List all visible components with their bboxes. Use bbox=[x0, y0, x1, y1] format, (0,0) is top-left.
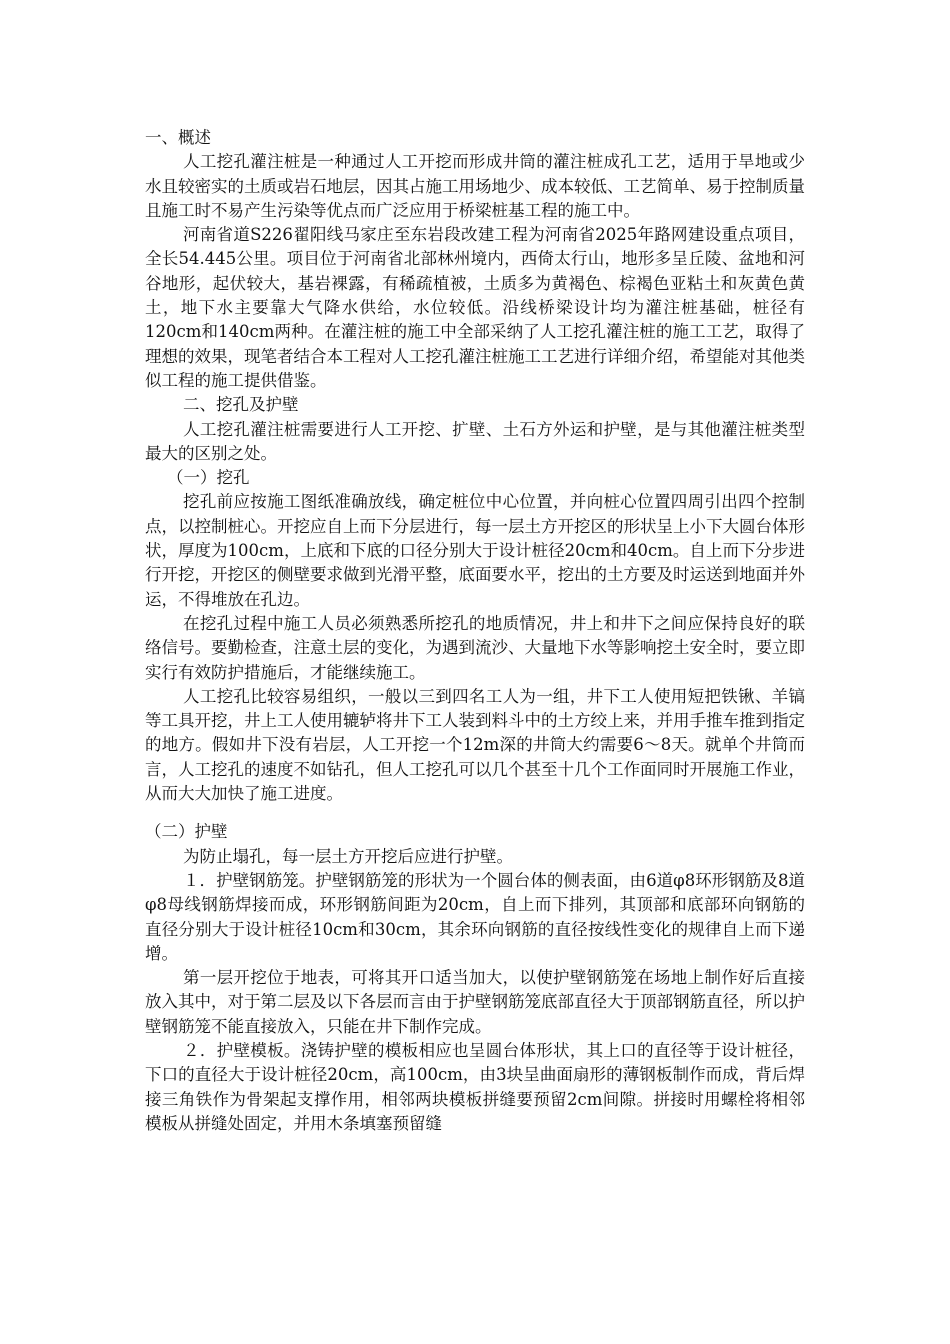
document-body bbox=[145, 126, 805, 1136]
paragraph: １．护壁钢筋笼。护壁钢筋笼的形状为一个圆台体的侧表面，由6道φ8环形钢筋及8道φ8母线钢筋焊接而成，环形钢筋间距为20cm，自上而下排列，其顶部和底部环向钢筋的直径分别大于设计桩径10cm和30cm，其余环向钢筋的直径按线性变化的规律自上而下递增。 bbox=[145, 870, 805, 963]
section-heading: 二、挖孔及护壁 bbox=[183, 395, 299, 415]
paragraph: 在挖孔过程中施工人员必须熟悉所挖孔的地质情况，井上和井下之间应保持良好的联络信号。要勤检查，注意土层的变化，为遇到流沙、大量地下水等影响挖土安全时，要立即实行有效防护措施后，才能继续施工。 bbox=[145, 613, 805, 682]
section-heading: 一、概述 bbox=[145, 128, 211, 147]
paragraph-gap bbox=[145, 806, 805, 820]
paragraph: 人工挖孔灌注桩是一种通过人工开挖而形成井筒的灌注桩成孔工艺，适用于旱地或少水且较密实的土质或岩石地层，因其占施工用场地少、成本较低、工艺简单、易于控制质量且施工时不易产生污染等优点而广泛应用于桥梁桩基工程的施工中。 bbox=[145, 152, 805, 220]
subsection-heading: （二）护壁 bbox=[145, 822, 228, 842]
subsection-heading: （一）挖孔 bbox=[167, 468, 250, 488]
paragraph: 河南省道S226翟阳线马家庄至东岩段改建工程为河南省2025年路网建设重点项目，全长54.445公里。项目位于河南省北部林州境内，西倚太行山，地形多呈丘陵、盆地和河谷地形，起伏较大，基岩裸露，有稀疏植被，土质多为黄褐色、棕褐色亚粘土和灰黄色黄土，地下水主要靠大气降水供给，水位较低。沿线桥梁设计均为灌注桩基础，桩径有120cm和140cm两种。在灌注桩的施工中全部采纳了人工挖孔灌注桩的施工工艺，取得了理想的效果，现笔者结合本工程对人工挖孔灌注桩施工工艺进行详细介绍，希望能对其他类似工程的施工提供借鉴。 bbox=[145, 225, 805, 390]
paragraph: 人工挖孔比较容易组织，一般以三到四名工人为一组，井下工人使用短把铁锹、羊镐等工具开挖，井上工人使用辘轳将井下工人装到料斗中的土方绞上来，并用手推车推到指定的地方。假如井下没有岩层，人工开挖一个12m深的井筒大约需要6～8天。就单个井筒而言，人工挖孔的速度不如钻孔，但人工挖孔可以几个甚至十几个工作面同时开展施工作业，从而大大加快了施工进度。 bbox=[145, 686, 805, 804]
paragraph: 挖孔前应按施工图纸准确放线，确定桩位中心位置，并向桩心位置四周引出四个控制点，以控制桩心。开挖应自上而下分层进行，每一层土方开挖区的形状呈上小下大圆台体形状，厚度为100cm，上底和下底的口径分别大于设计桩径20cm和40cm。自上而下分步进行开挖，开挖区的侧壁要求做到光滑平整，底面要水平，挖出的土方要及时运送到地面并外运，不得堆放在孔边。 bbox=[145, 492, 805, 609]
paragraph: 人工挖孔灌注桩需要进行人工开挖、扩壁、土石方外运和护壁，是与其他灌注桩类型最大的区别之处。 bbox=[145, 419, 805, 463]
paragraph: 第一层开挖位于地表，可将其开口适当加大，以使护壁钢筋笼在场地上制作好后直接放入其中，对于第二层及以下各层而言由于护壁钢筋笼底部直径大于顶部钢筋直径，所以护壁钢筋笼不能直接放入，只能在井下制作完成。 bbox=[145, 968, 805, 1036]
paragraph: 为防止塌孔，每一层土方开挖后应进行护壁。 bbox=[183, 846, 513, 866]
paragraph: ２．护壁模板。浇铸护壁的模板相应也呈圆台体形状，其上口的直径等于设计桩径，下口的直径大于设计桩径20cm，高100cm，由3块呈曲面扇形的薄钢板制作而成，背后焊接三角铁作为骨架起支撑作用，相邻两块模板拼缝要预留2cm间隙。拼接时用螺栓将相邻模板从拼缝处固定，并用木条填塞预留缝 bbox=[145, 1040, 805, 1133]
